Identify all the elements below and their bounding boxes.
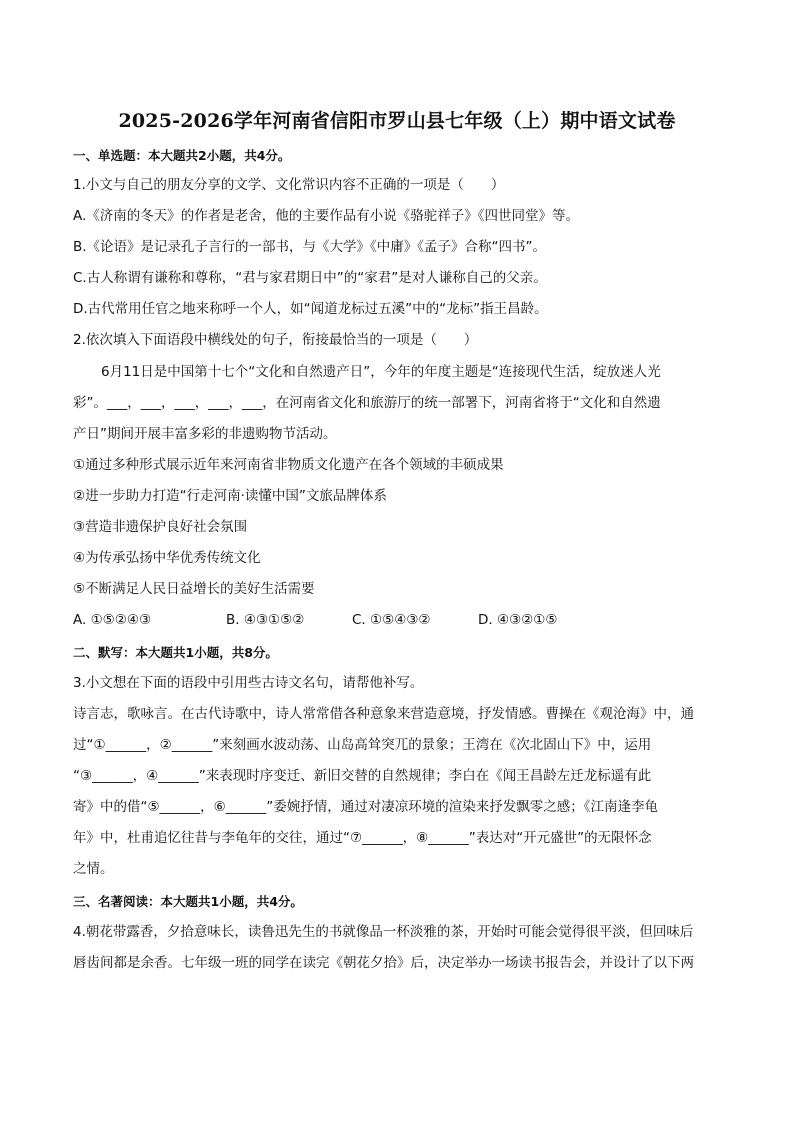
question-2-passage-line-2: 彩”。___，___，___，___，___，在河南省文化和旅游厅的统一部署下，河南省将于“文化和自然遗 xyxy=(73,395,661,411)
question-3-passage-line-2: 过“①______，②______”来刻画水波动荡、山岛高耸突兀的景象；王湾在《次北固山下》中，运用 xyxy=(73,737,652,753)
question-2-option-c: C. ①⑤④③② xyxy=(352,612,431,628)
question-3-passage-line-1: 诗言志，歌咏言。在古代诗歌中，诗人常常借各种意象来营造意境，抒发情感。曹操在《观沧海》中，通 xyxy=(73,706,694,722)
question-2-passage-line-1: 6月11日是中国第十七个“文化和自然遗产日”，今年的年度主题是“连接现代生活，绽放迷人光 xyxy=(101,364,661,380)
question-1-option-a: A.《济南的冬天》的作者是老舍，他的主要作品有小说《骆驼祥子》《四世同堂》等。 xyxy=(73,208,580,224)
question-2-sentence-5: ⑤不断满足人民日益增长的美好生活需要 xyxy=(73,581,315,597)
question-1-option-d: D.古代常用任官之地来称呼一个人，如“闻道龙标过五溪”中的“龙标”指王昌龄。 xyxy=(73,301,548,317)
section-heading-dictation: 二、默写：本大题共1小题，共8分。 xyxy=(73,645,278,660)
question-1-stem: 1.小文与自己的朋友分享的文学、文化常识内容不正确的一项是（ ） xyxy=(73,177,505,193)
question-3-passage-line-5: 年》中，杜甫追忆往昔与李龟年的交往，通过“⑦______，⑧______”表达对“开元盛世”的无限怀念 xyxy=(73,830,652,846)
question-2-sentence-1: ①通过多种形式展示近年来河南省非物质文化遗产在各个领域的丰硕成果 xyxy=(73,457,504,473)
question-2-sentence-4: ④为传承弘扬中华优秀传统文化 xyxy=(73,550,261,566)
question-2-option-d: D. ④③②①⑤ xyxy=(478,612,558,628)
question-3-passage-line-6: 之情。 xyxy=(73,861,114,877)
question-2-stem: 2.依次填入下面语段中横线处的句子，衔接最恰当的一项是（ ） xyxy=(73,332,478,348)
question-2-sentence-2: ②进一步助力打造“行走河南·读懂中国”文旅品牌体系 xyxy=(73,488,387,504)
question-4-line-1: 4.朝花带露香，夕拾意味长，读鲁迅先生的书就像品一杯淡雅的茶，开始时可能会觉得很平淡，但回味后 xyxy=(73,924,694,940)
question-3-passage-line-3: “③______，④______”来表现时序变迁、新旧交替的自然规律；李白在《闻王昌龄左迁龙标遥有此 xyxy=(73,768,652,784)
section-heading-single-choice: 一、单选题：本大题共2小题，共4分。 xyxy=(73,148,291,163)
question-4-line-2: 唇齿间都是余香。七年级一班的同学在读完《朝花夕拾》后，决定举办一场读书报告会，并设计了以下两 xyxy=(73,955,694,971)
question-1-option-b: B.《论语》是记录孔子言行的一部书，与《大学》《中庸》《孟子》合称“四书”。 xyxy=(73,239,547,255)
question-2-passage-line-3: 产日”期间开展丰富多彩的非遗购物节活动。 xyxy=(73,426,337,442)
exam-title: 2025-2026学年河南省信阳市罗山县七年级（上）期中语文试卷 xyxy=(118,110,676,132)
section-heading-classic-reading: 三、名著阅读：本大题共1小题，共4分。 xyxy=(73,894,303,909)
question-2-option-b: B. ④③①⑤② xyxy=(226,612,305,628)
question-1-option-c: C.古人称谓有谦称和尊称，“君与家君期日中”的“家君”是对人谦称自己的父亲。 xyxy=(73,270,547,286)
question-2-sentence-3: ③营造非遗保护良好社会氛围 xyxy=(73,519,248,535)
question-2-option-a: A. ①⑤②④③ xyxy=(73,612,152,628)
question-3-stem: 3.小文想在下面的语段中引用些古诗文名句，请帮他补写。 xyxy=(73,675,424,691)
question-3-passage-line-4: 寄》中的借“⑤______，⑥______”委婉抒情，通过对凄凉环境的渲染来抒发飘零之感；《江南逢李龟 xyxy=(73,799,658,815)
